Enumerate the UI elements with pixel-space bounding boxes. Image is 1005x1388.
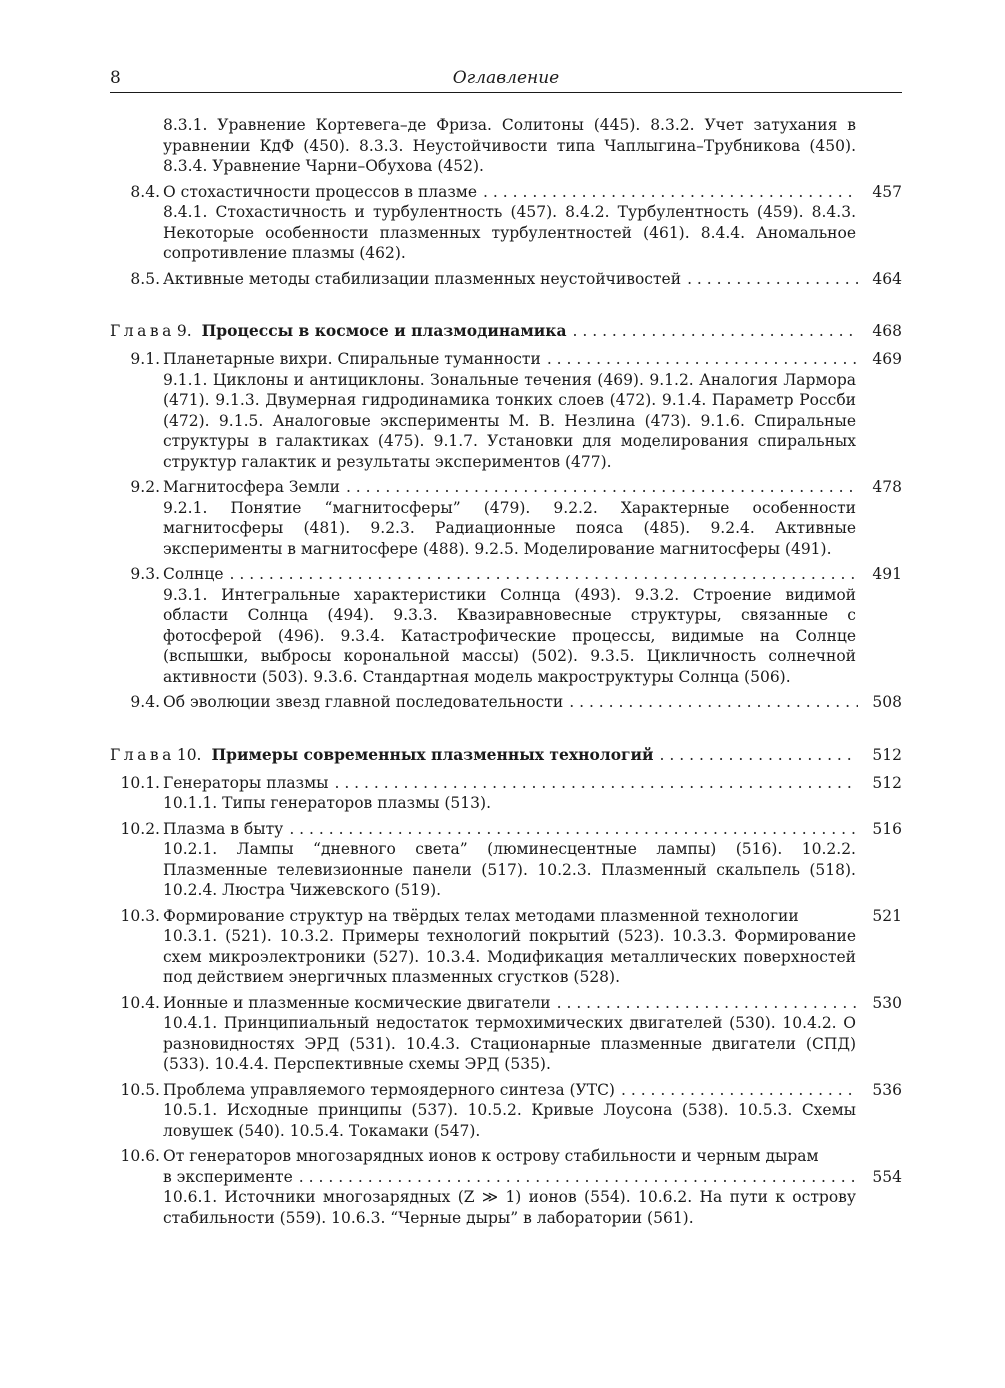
toc-section-9-4[interactable]	[110, 692, 902, 713]
section-page[interactable]: 491	[872, 565, 902, 583]
section-number: 10.6.	[120, 1147, 160, 1165]
section-page[interactable]: 530	[872, 993, 902, 1012]
toc-section-9-3[interactable]	[110, 564, 902, 687]
section-number: 10.5.	[120, 1080, 160, 1099]
toc-section-8-5[interactable]	[110, 269, 902, 290]
section-page[interactable]: 464	[872, 269, 902, 288]
section-number: 9.1.	[130, 350, 160, 368]
section-number: 9.4.	[130, 693, 160, 711]
leader-dots	[547, 349, 858, 370]
subsection-list: 9.1.1. Циклоны и антициклоны. Зональные течения (469). 9.1.2. Аналогия Лармора (471). 9.1.3. Двумерная гидродинамика тонких слоев (472). 9.1.4. Параметр Россби (472). 9.1.5. Аналоговые эксперименты М. В. Незлина (473). 9.1.6. Спиральные структуры в галактиках (475). 9.1.7. Установки для моделирования спиральных структур галактик и результаты экспериментов (477).	[163, 370, 856, 471]
chapter-label: Глава	[110, 322, 175, 340]
section-number: 10.3.	[120, 906, 160, 925]
subsection-list: 10.4.1. Принципиальный недостаток термохимических двигателей (530). 10.4.2. О разновидностях ЭРД (531). 10.4.3. Стационарные плазменные двигатели (СПД) (533). 10.4.4. Перспективные схемы ЭРД (535).	[163, 1014, 856, 1073]
chapter-title[interactable]: Процессы в космосе и плазмодинамика	[201, 321, 567, 340]
toc-section-10-6[interactable]	[110, 1146, 902, 1228]
toc-section-10-4[interactable]	[110, 993, 902, 1075]
section-number: 9.3.	[130, 565, 160, 583]
section-title[interactable]: Формирование структур на твёрдых телах методами плазменной технологии	[163, 906, 799, 925]
table-of-contents	[110, 115, 902, 1228]
subsection-list: 9.3.1. Интегральные характеристики Солнца (493). 9.3.2. Строение видимой области Солнца (494). 9.3.3. Квазиравновесные структуры, связанные с фотосферой (496). 9.3.4. Катастрофические процессы, видимые на Солнце (вспышки, выбросы корональной массы) (502). 9.3.5. Цикличность солнечной активности (503). 9.3.6. Стандартная модель макроструктуры Солнца (506).	[163, 585, 856, 686]
chapter-title[interactable]: Примеры современных плазменных технологий	[211, 744, 654, 764]
section-page[interactable]: 512	[872, 773, 902, 792]
leader-dots	[557, 993, 858, 1014]
section-title[interactable]: Генераторы плазмы	[163, 773, 329, 792]
leader-dots	[687, 269, 858, 290]
leader-dots	[334, 773, 858, 794]
chapter-number: 9.	[176, 322, 192, 340]
section-number: 9.2.	[130, 478, 160, 496]
section-page[interactable]: 508	[872, 693, 902, 711]
toc-chapter-9[interactable]	[110, 321, 902, 343]
toc-section-8-4[interactable]	[110, 182, 902, 264]
section-title[interactable]: От генераторов многозарядных ионов к острову стабильности и черным дырам	[163, 1147, 819, 1165]
subsection-list: 8.4.1. Стохастичность и турбулентность (457). 8.4.2. Турбулентность (459). 8.4.3. Некоторые особенности плазменных турбулентностей (461). 8.4.4. Аномальное сопротивление плазмы (462).	[163, 203, 856, 262]
section-number: 8.4.	[130, 182, 160, 201]
subsection-list: 10.6.1. Источники многозарядных (Z ≫ 1) ионов (554). 10.6.2. На пути к острову стабильности (559). 10.6.3. “Черные дыры” в лаборатории (561).	[163, 1188, 856, 1227]
toc-section-10-5[interactable]	[110, 1080, 902, 1142]
chapter-page[interactable]: 512	[872, 745, 902, 764]
chapter-number: 10.	[176, 745, 202, 764]
section-page[interactable]: 536	[872, 1080, 902, 1099]
section-title[interactable]: Плазма в быту	[163, 819, 284, 838]
toc-section-10-2[interactable]	[110, 819, 902, 901]
running-header	[110, 66, 902, 93]
leader-dots	[483, 182, 858, 203]
section-title[interactable]: О стохастичности процессов в плазме	[163, 182, 478, 201]
section-number: 8.5.	[130, 269, 160, 288]
leader-dots	[346, 477, 858, 498]
leader-dots	[573, 321, 858, 342]
leader-dots	[621, 1080, 858, 1101]
section-page[interactable]: 521	[872, 906, 902, 925]
section-title[interactable]: Ионные и плазменные космические двигатели	[163, 993, 551, 1012]
section-number: 10.1.	[120, 773, 160, 792]
subsection-list: 10.1.1. Типы генераторов плазмы (513).	[163, 794, 491, 812]
leader-dots	[569, 692, 858, 713]
toc-page	[110, 66, 902, 1233]
toc-continuation-8-3	[110, 115, 902, 177]
subsection-list: 9.2.1. Понятие “магнитосферы” (479). 9.2.2. Характерные особенности магнитосферы (481). 9.2.3. Радиационные пояса (485). 9.2.4. Активные эксперименты в магнитосфере (488). 9.2.5. Моделирование магнитосферы (491).	[163, 498, 856, 558]
subsection-list: 10.3.1. (521). 10.3.2. Примеры технологий покрытий (523). 10.3.3. Формирование схем микроэлектроники (527). 10.3.4. Модификация металлических поверхностей под действием энергичных плазменных сгустков (528).	[163, 927, 856, 986]
section-page[interactable]: 457	[872, 182, 902, 201]
leader-dots	[230, 564, 858, 585]
running-title: Оглавление	[452, 68, 560, 88]
section-page[interactable]: 554	[872, 1167, 902, 1186]
section-number: 10.4.	[120, 993, 160, 1012]
section-title[interactable]: Проблема управляемого термоядерного синтеза (УТС)	[163, 1080, 615, 1099]
section-page[interactable]: 469	[872, 350, 902, 368]
page-number: 8	[110, 68, 121, 88]
subsection-list: 10.5.1. Исходные принципы (537). 10.5.2. Кривые Лоусона (538). 10.5.3. Схемы ловушек (540). 10.5.4. Токамаки (547).	[163, 1101, 856, 1140]
subsection-list: 8.3.1. Уравнение Кортевега–де Фриза. Солитоны (445). 8.3.2. Учет затухания в уравнении КдФ (450). 8.3.3. Неустойчивости типа Чаплыгина–Трубникова (450). 8.3.4. Уравнение Чарни–Обухова (452).	[163, 116, 856, 175]
section-title[interactable]: Солнце	[163, 565, 224, 583]
subsection-list: 10.2.1. Лампы “дневного света” (люминесцентные лампы) (516). 10.2.2. Плазменные телевизионные панели (517). 10.2.3. Плазменный скальпель (518). 10.2.4. Люстра Чижевского (519).	[163, 840, 856, 899]
toc-section-9-1[interactable]	[110, 349, 902, 472]
section-title[interactable]: Об эволюции звезд главной последовательности	[163, 693, 564, 711]
section-page[interactable]: 478	[872, 478, 902, 496]
leader-dots	[289, 819, 858, 840]
toc-section-10-3[interactable]	[110, 906, 902, 988]
chapter-label: Глава	[110, 745, 175, 764]
leader-dots	[299, 1167, 858, 1188]
section-title[interactable]: Активные методы стабилизации плазменных неустойчивостей	[163, 269, 682, 288]
section-title[interactable]: Планетарные вихри. Спиральные туманности	[163, 350, 541, 368]
section-number: 10.2.	[120, 819, 160, 838]
section-title[interactable]: Магнитосфера Земли	[163, 478, 340, 496]
toc-section-9-2[interactable]	[110, 477, 902, 559]
toc-section-10-1[interactable]	[110, 773, 902, 814]
section-page[interactable]: 516	[872, 819, 902, 838]
leader-dots	[660, 745, 858, 766]
toc-chapter-10[interactable]	[110, 745, 902, 767]
chapter-page[interactable]: 468	[872, 322, 902, 340]
section-title-continued[interactable]: в эксперименте	[163, 1167, 293, 1186]
